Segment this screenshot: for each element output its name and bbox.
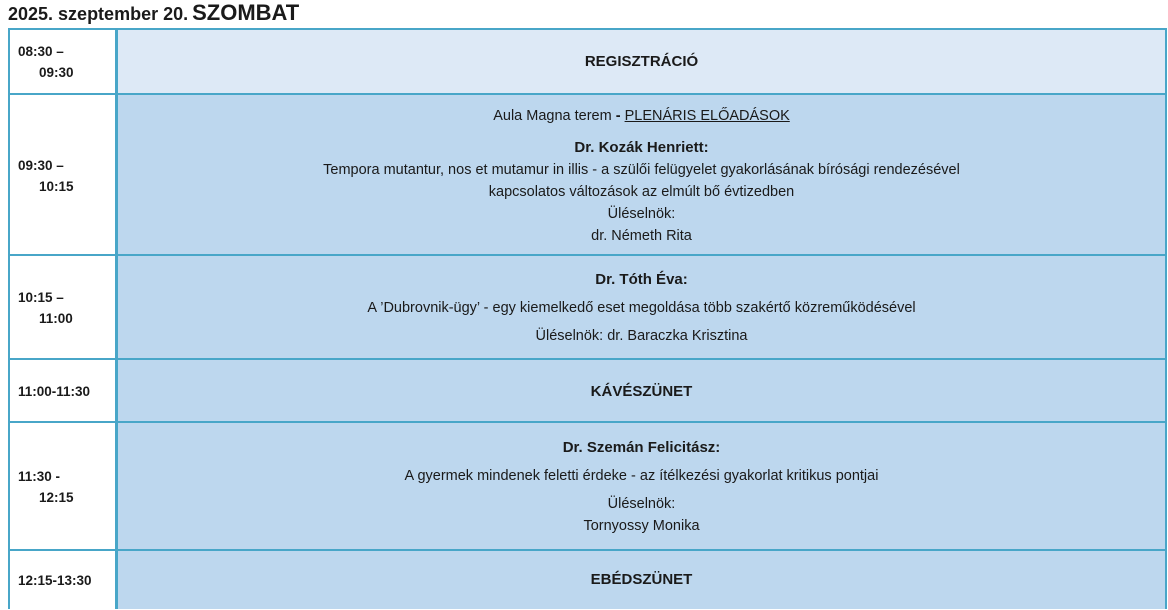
time-cell xyxy=(10,360,118,423)
speaker-name: Dr. Szemán Felicitász: xyxy=(562,439,721,456)
date-label: 2025. szeptember 20. xyxy=(8,4,189,24)
schedule-row-lunch xyxy=(10,549,1165,609)
time-cell xyxy=(10,423,118,551)
talk-title-line1: Tempora mutantur, nos et mutamur in illis - a szülői felügyelet gyakorlásának bírósági rendezésével xyxy=(323,161,960,178)
time-end: 09:30 xyxy=(39,64,74,80)
chair-label: Üléselnök: xyxy=(607,496,676,512)
time-cell xyxy=(10,256,118,360)
plenary-label: PLENÁRIS ELŐADÁSOK xyxy=(624,107,790,124)
session-cell xyxy=(118,551,1165,609)
time-range: 11:00-11:30 xyxy=(18,384,91,399)
room-separator: - xyxy=(611,107,625,124)
schedule-row-szeman xyxy=(10,421,1165,551)
time-range: 12:15-13:30 xyxy=(18,572,92,588)
time-start: 08:30 – xyxy=(18,43,64,59)
time-start: 10:15 – xyxy=(18,290,64,305)
time-cell xyxy=(10,95,118,256)
session-cell xyxy=(118,360,1165,423)
talk-title: A ’Dubrovnik-ügy’ - egy kiemelkedő eset megoldása több szakértő közreműködésével xyxy=(367,300,916,316)
chair-label: Üléselnök: xyxy=(607,205,676,222)
room-line xyxy=(493,105,790,127)
time-end: 11:00 xyxy=(39,311,73,326)
schedule-row-toth xyxy=(10,254,1165,360)
time-cell xyxy=(10,551,118,609)
time-end: 12:15 xyxy=(39,490,74,505)
schedule-row-coffee-break xyxy=(10,358,1165,423)
time-start: 09:30 – xyxy=(18,157,64,173)
page-title xyxy=(8,0,299,28)
day-label: SZOMBAT xyxy=(192,0,300,25)
talk-title: A gyermek mindenek feletti érdeke - az ítélkezési gyakorlat kritikus pontjai xyxy=(404,468,879,484)
schedule-row-plenary xyxy=(10,93,1165,256)
session-cell xyxy=(118,95,1165,256)
schedule-row-registration xyxy=(10,30,1165,93)
time-cell xyxy=(10,30,118,93)
session-title: KÁVÉSZÜNET xyxy=(590,382,693,400)
time-start: 11:30 - xyxy=(18,469,61,484)
session-title: EBÉDSZÜNET xyxy=(590,571,693,588)
session-cell xyxy=(118,30,1165,93)
session-cell xyxy=(118,256,1165,360)
chair-name: Tornyossy Monika xyxy=(583,518,700,534)
speaker-name: Dr. Kozák Henriett: xyxy=(574,138,709,156)
session-cell xyxy=(118,423,1165,551)
session-title: REGISZTRÁCIÓ xyxy=(584,52,699,70)
chair-line: Üléselnök: dr. Baraczka Krisztina xyxy=(535,328,748,344)
speaker-name: Dr. Tóth Éva: xyxy=(595,271,688,288)
time-end: 10:15 xyxy=(39,178,74,194)
schedule-table xyxy=(8,28,1167,609)
talk-title-line2: kapcsolatos változások az elmúlt bő évtizedben xyxy=(488,183,795,200)
chair-name: dr. Németh Rita xyxy=(591,227,692,244)
room-name: Aula Magna terem xyxy=(493,107,612,124)
